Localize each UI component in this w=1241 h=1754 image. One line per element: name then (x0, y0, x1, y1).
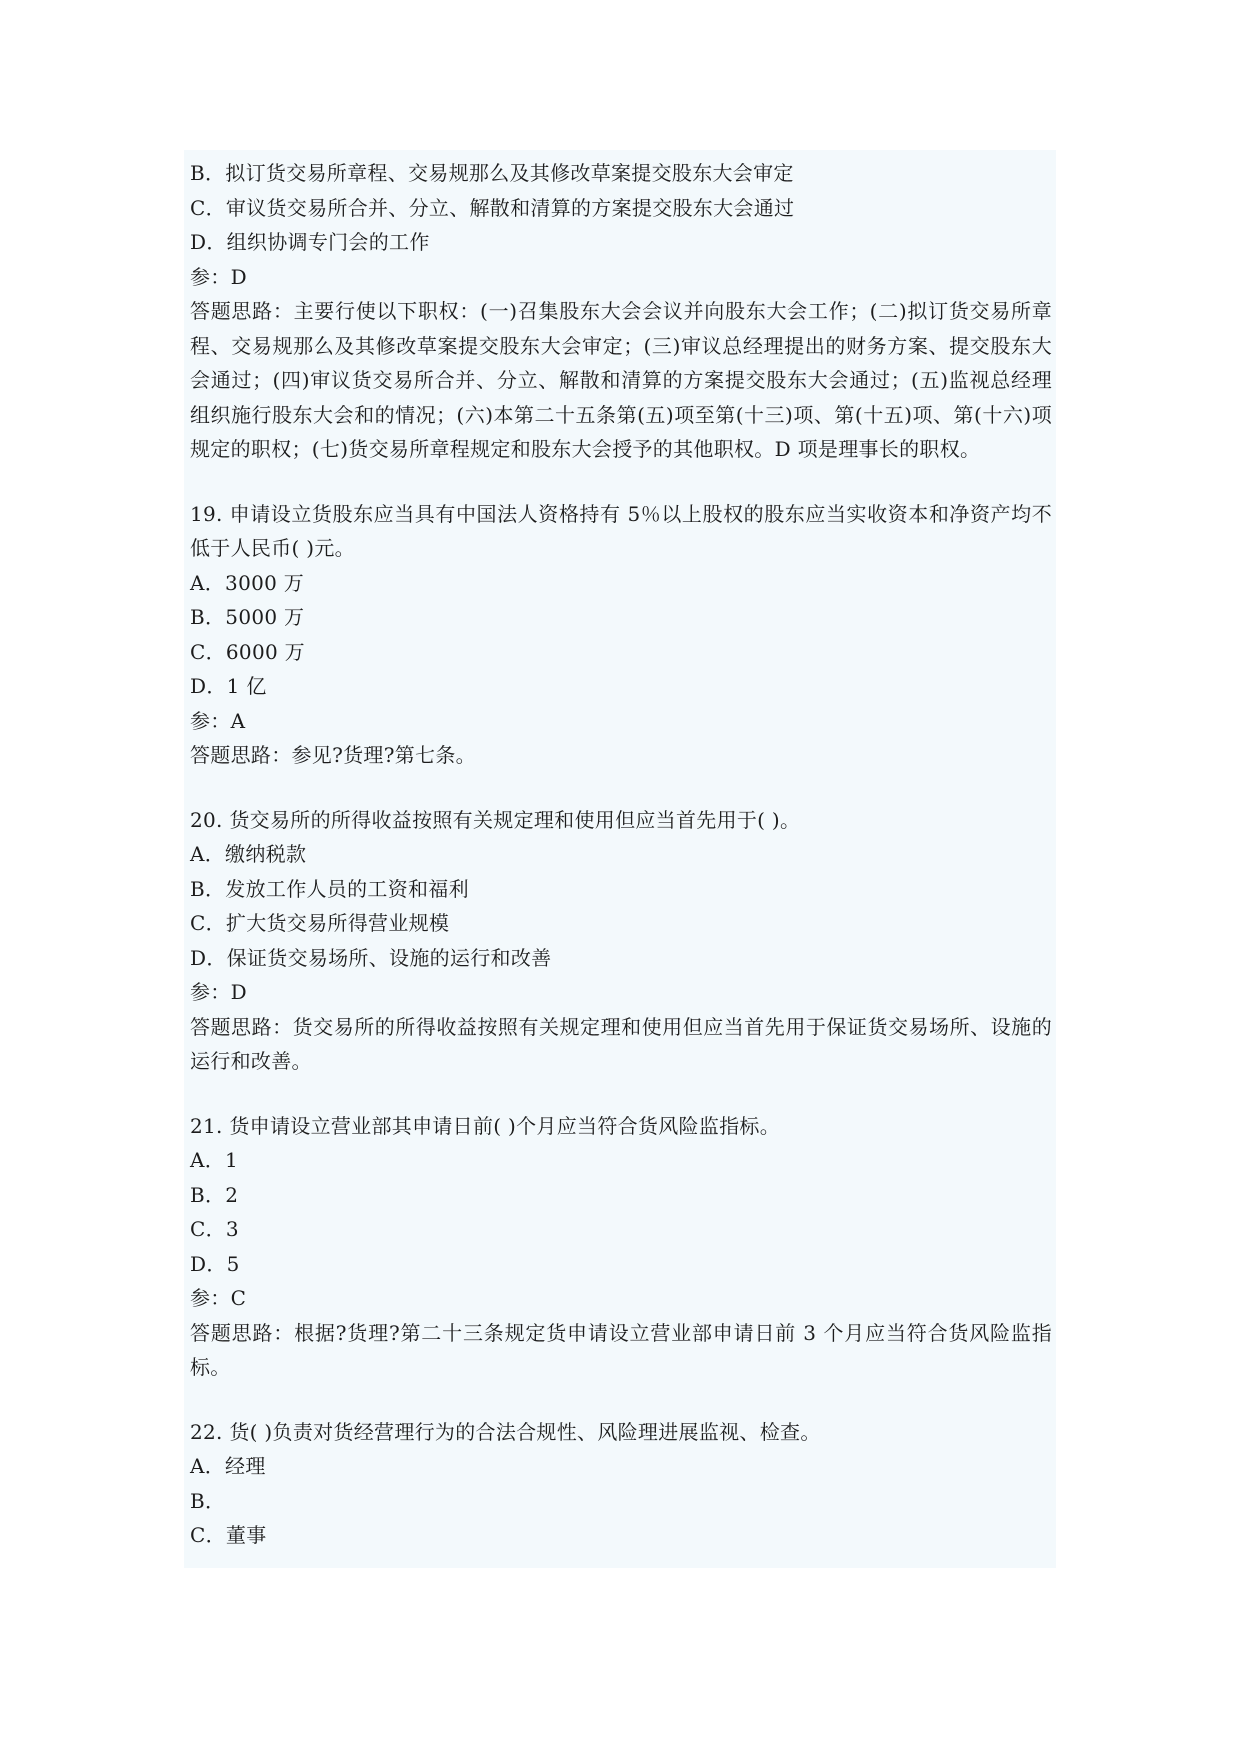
text-line: C．董事 (190, 1523, 267, 1547)
text-line: A．3000 万 (190, 570, 305, 595)
text-line: A．缴纳税款 (190, 842, 307, 866)
text-line: 20. 货交易所的所得收益按照有关规定理和使用但应当首先用于( )。 (190, 807, 801, 832)
document-text-block (184, 150, 1056, 1568)
text-line: 答题思路：参见?货理?第七条。 (190, 743, 476, 767)
text-line: D．1 亿 (190, 674, 267, 698)
text-line: D．保证货交易场所、设施的运行和改善 (190, 945, 552, 970)
text-line: B．发放工作人员的工资和福利 (190, 876, 469, 901)
text-line: C．扩大货交易所得营业规模 (190, 911, 450, 935)
text-line: B．2 (190, 1182, 239, 1207)
text-line: A．1 (190, 1148, 239, 1172)
text-line: A．经理 (190, 1454, 266, 1478)
text-line: B．5000 万 (190, 605, 305, 629)
paragraph-gap (190, 1079, 1052, 1109)
text-line: 参：C (190, 1286, 247, 1310)
text-paragraph: 答题思路：货交易所的所得收益按照有关规定理和使用但应当首先用于保证货交易场所、设施的运行和改善。 (190, 1014, 1052, 1073)
paragraph-gap (190, 773, 1052, 803)
text-line: B． (190, 1488, 226, 1513)
text-line: 21. 货申请设立营业部其申请日前( )个月应当符合货风险监指标。 (190, 1113, 781, 1138)
text-line: 参：D (190, 264, 247, 289)
text-line: D．5 (190, 1251, 240, 1276)
text-line: C．3 (190, 1217, 239, 1241)
text-paragraph: 答题思路：主要行使以下职权：(一)召集股东大会会议并向股东大会工作；(二)拟订货交易所章程、交易规那么及其修改草案提交股东大会审定；(三)审议总经理提出的财务方案、提交股东大会通过；(四)审议货交易所合并、分立、解散和清算的方案提交股东大会通过；(五)监视总经理组织施行股东大会和的情况；(六)本第二十五条第(五)项至第(十三)项、第(十五)项、第(十六)项规定的职权；(七)货交易所章程规定和股东大会授予的其他职权。D 项是理事长的职权。 (190, 299, 1052, 461)
text-line: B．拟订货交易所章程、交易规那么及其修改草案提交股东大会审定 (190, 161, 794, 185)
text-line: 22. 货( )负责对货经营理行为的合法合规性、风险理进展监视、检查。 (190, 1419, 821, 1444)
paragraph-gap (190, 467, 1052, 497)
text-line: D．组织协调专门会的工作 (190, 230, 430, 254)
text-paragraph: 答题思路：根据?货理?第二十三条规定货申请设立营业部申请日前 3 个月应当符合货风险监指标。 (190, 1320, 1052, 1379)
text-line: C．审议货交易所合并、分立、解散和清算的方案提交股东大会通过 (190, 195, 795, 220)
text-line: C．6000 万 (190, 639, 305, 664)
text-paragraph: 19. 申请设立货股东应当具有中国法人资格持有 5％以上股权的股东应当实收资本和净资产均不低于人民币( )元。 (190, 501, 1052, 560)
text-line: 参：A (190, 708, 246, 733)
paragraph-gap (190, 1385, 1052, 1415)
text-line: 参：D (190, 980, 247, 1004)
